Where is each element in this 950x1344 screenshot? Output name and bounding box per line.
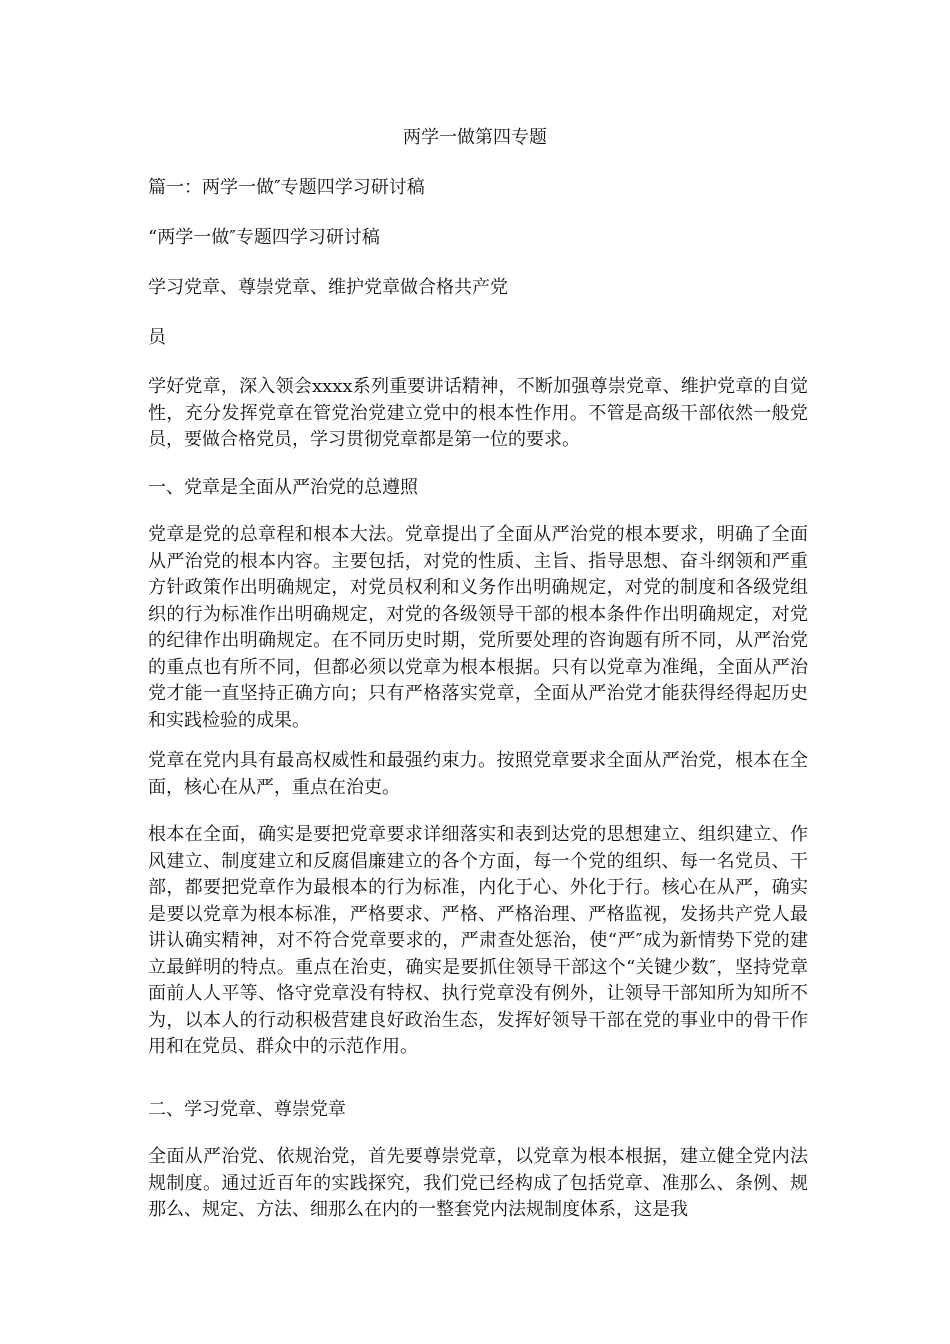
heading-subtitle-line2: 员 xyxy=(148,327,166,348)
section-one-title: 一、党章是全面从严治党的总遵照 xyxy=(148,477,418,498)
heading-study-draft: “两学一做″专题四学习研讨稿 xyxy=(148,227,380,248)
paragraph-section-one-1: 党章是党的总章程和根本大法。党章提出了全面从严治党的根本要求，明确了全面从严治党的根本内容。主要包括，对党的性质、主旨、指导思想、奋斗纲领和严重方针政策作出明确规定，对党员权利和义务作出明确规定，对党的制度和各级党组织的行为标准作出明确规定，对党的各级领导干部的根本条件作出明确规定，对党的纪律作出明确规定。在不同历史时期，党所要处理的咨询题有所不同，从严治党的重点也有所不同，但都必须以党章为根本根据。只有以党章为准绳，全面从严治党才能一直坚持正确方向；只有严格落实党章，全面从严治党才能获得经得起历史和实践检验的成果。 xyxy=(148,524,808,731)
paragraph-section-two-1: 全面从严治党、依规治党，首先要尊崇党章，以党章为根本根据，建立健全党内法规制度。通过近百年的实践探究，我们党已经构成了包括党章、准那么、条例、规那么、规定、方法、细那么在内的一整套党内法规制度体系，这是我 xyxy=(148,1146,808,1220)
paragraph-section-one-3: 根本在全面，确实是要把党章要求详细落实和表到达党的思想建立、组织建立、作风建立、制度建立和反腐倡廉建立的各个方面，每一个党的组织、每一名党员、干部，都要把党章作为最根本的行为标准，内化于心、外化于行。核心在从严，确实是要以党章为根本标准，严格要求、严格、严格治理、严格监视，发扬共产党人最讲认确实精神，对不符合党章要求的，严肃查处惩治，使“严″成为新情势下党的建立最鲜明的特点。重点在治吏，确实是要抓住领导干部这个“关键少数″，坚持党章面前人人平等、恪守党章没有特权、执行党章没有例外，让领导干部知所为知所不为，以本人的行动积极营建良好政治生态，发挥好领导干部在党的事业中的骨干作用和在党员、群众中的示范作用。 xyxy=(148,824,808,1057)
heading-part-one: 篇一：两学一做″专题四学习研讨稿 xyxy=(148,177,425,198)
paragraph-section-one-2: 党章在党内具有最高权威性和最强约束力。按照党章要求全面从严治党，根本在全面，核心在从严，重点在治吏。 xyxy=(148,750,808,798)
paragraph-intro: 学好党章，深入领会xxxx系列重要讲话精神，不断加强尊崇党章、维护党章的自觉性，充分发挥党章在管党治党建立党中的根本性作用。不管是高级干部依然一般党员，要做合格党员，学习贯彻党章都是第一位的要求。 xyxy=(148,376,808,450)
document-title: 两学一做第四专题 xyxy=(403,127,547,148)
section-two-title: 二、学习党章、尊崇党章 xyxy=(148,1099,346,1120)
heading-subtitle-line1: 学习党章、尊崇党章、维护党章做合格共产党 xyxy=(148,277,508,298)
